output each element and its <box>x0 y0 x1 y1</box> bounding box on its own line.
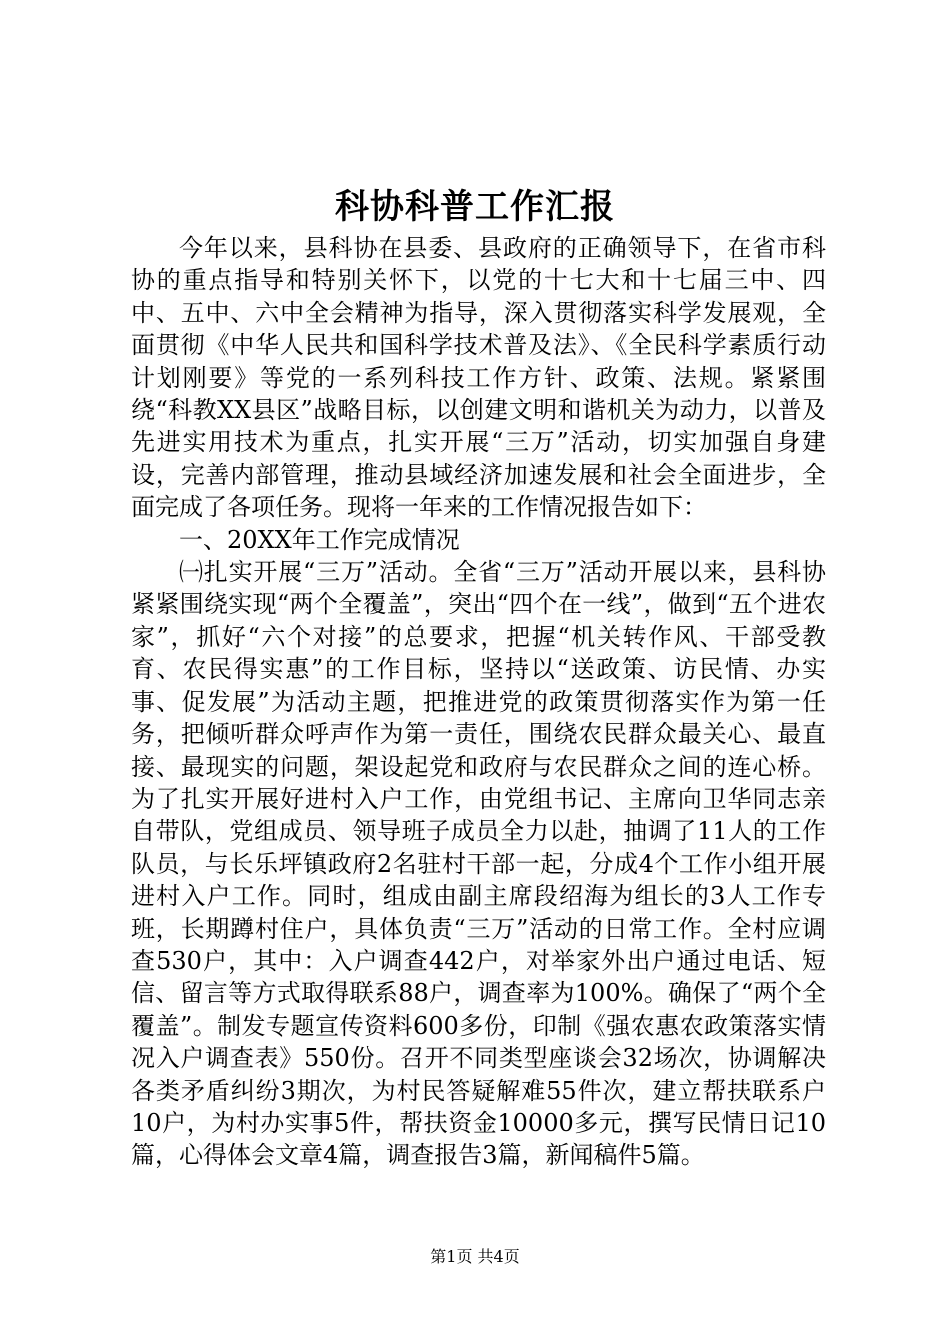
intro-paragraph: 今年以来，县科协在县委、县政府的正确领导下，在省市科协的重点指导和特别关怀下，以党的十七大和十七届三中、四中、五中、六中全会精神为指导，深入贯彻落实科学发展观，全面贯彻《中华人民共和国科学技术普及法》、《全民科学素质行动计划刚要》等党的一系列科技工作方针、政策、法规。紧紧围绕“科教XX县区”战略目标，以创建文明和谐机关为动力，以普及先进实用技术为重点，扎实开展“三万”活动，切实加强自身建设，完善内部管理，推动县域经济加速发展和社会全面进步，全面完成了各项任务。现将一年来的工作情况报告如下： <box>131 234 826 522</box>
document-title: 科协科普工作汇报 <box>335 187 615 227</box>
section-paragraph: ㈠扎实开展“三万”活动。全省“三万”活动开展以来，县科协紧紧围绕实现“两个全覆盖”，突出“四个在一线”，做到“五个进农家”，抓好“六个对接”的总要求，把握“机关转作风、干部受教育、农民得实惠”的工作目标，坚持以“送政策、访民情、办实事、促发展”为活动主题，把推进党的政策贯彻落实作为第一任务，把倾听群众呼声作为第一责任，围绕农民群众最关心、最直接、最现实的问题，架设起党和政府与农民群众之间的连心桥。为了扎实开展好进村入户工作，由党组书记、主席向卫华同志亲自带队，党组成员、领导班子成员全力以赴，抽调了11人的工作队员，与长乐坪镇政府2名驻村干部一起，分成4个工作小组开展进村入户工作。同时，组成由副主席段绍海为组长的3人工作专班，长期蹲村住户，具体负责“三万”活动的日常工作。全村应调查530户，其中：入户调查442户，对举家外出户通过电话、短信、留言等方式取得联系88户，调查率为100%。确保了“两个全覆盖”。制发专题宣传资料600多份，印制《强农惠农政策落实情况入户调查表》550份。召开不同类型座谈会32场次，协调解决各类矛盾纠纷3期次，为村民答疑解难55件次，建立帮扶联系户10户，为村办实事5件，帮扶资金10000多元，撰写民情日记10篇，心得体会文章4篇，调查报告3篇，新闻稿件5篇。 <box>131 558 826 1170</box>
page-footer: 第1页 共4页 <box>430 1247 520 1266</box>
document-body <box>131 232 826 1172</box>
section-heading: 一、20XX年工作完成情况 <box>179 525 460 554</box>
